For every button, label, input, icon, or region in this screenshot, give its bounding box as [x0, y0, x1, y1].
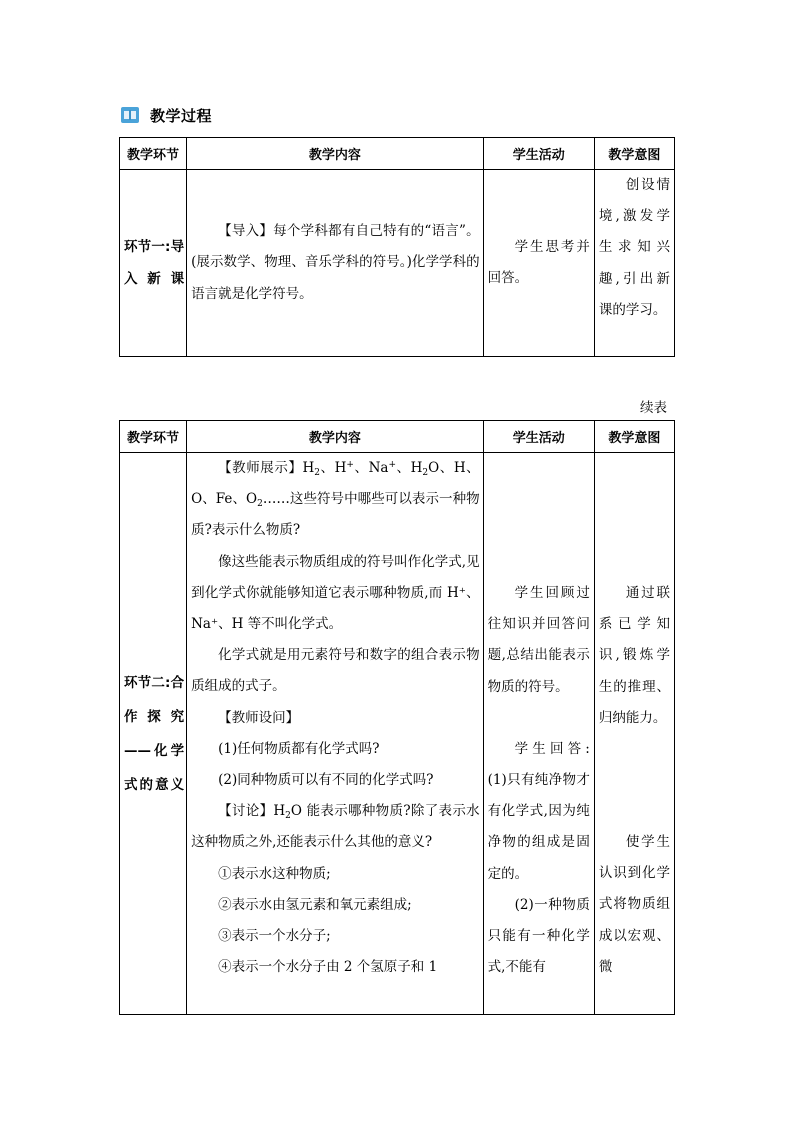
teaching-table-1	[119, 137, 675, 357]
intent-text: 使学生认识到化学式将物质组成以宏观、微	[598, 834, 670, 975]
stage-cell: 环节二:合作探究——化学式的意义	[120, 453, 187, 1015]
header-stage: 教学环节	[120, 421, 187, 453]
activity-text: 学生回顾过往知识并回答问题,总结出能表示物质的符号。	[487, 585, 590, 695]
question-item: (1)任何物质都有化学式吗?	[218, 740, 380, 757]
lead-label: 【教师设问】	[218, 709, 300, 726]
intent-cell: 创设情境,激发学生求知兴趣,引出新课的学习。	[594, 170, 674, 357]
content-cell	[187, 170, 484, 357]
lead-label: 【教师展示】	[218, 460, 303, 476]
header-activity: 学生活动	[483, 421, 594, 453]
stage-cell: 环节一:导入新课	[120, 170, 187, 357]
question-item: (2)同种物质可以有不同的化学式吗?	[218, 772, 434, 789]
teaching-table-2	[119, 420, 675, 1015]
header-intent: 教学意图	[594, 421, 674, 453]
list-item: ②表示水由氢元素和氧元素组成;	[218, 896, 412, 913]
header-stage: 教学环节	[120, 138, 187, 170]
activity-cell: 学生思考并回答。	[483, 170, 594, 357]
activity-cell	[483, 453, 594, 1015]
list-item: ①表示水这种物质;	[218, 865, 331, 882]
paragraph-text: 能表示哪种物质?除了表示水这种物质之外,还能表示什么其他的意义?	[191, 803, 480, 851]
section-title: 教学过程	[150, 106, 213, 125]
header-intent: 教学意图	[594, 138, 674, 170]
paragraph-formulas	[191, 453, 480, 547]
content-text: 每个学科都有自己特有的“语言”。(展示数学、物理、音乐学科的符号。)化学学科的语言就是化学符号。	[191, 223, 480, 302]
paragraph-discussion	[191, 796, 480, 858]
header-content: 教学内容	[187, 421, 484, 453]
paragraph-text: 化学式就是用元素符号和数字的组合表示物质组成的式子。	[191, 647, 480, 695]
list-item: ④表示一个水分子由 2 个氢原子和 1	[218, 959, 438, 976]
table-header-row	[120, 421, 675, 453]
formula-list: $H_2$、H+、Na+、$H_2O$、H、O、Fe、$O_2$	[191, 460, 480, 510]
list-item: ③表示一个水分子;	[218, 928, 331, 945]
table-row	[120, 453, 675, 1015]
header-activity: 学生活动	[483, 138, 594, 170]
book-icon	[120, 105, 140, 125]
content-cell	[187, 453, 484, 1015]
paragraph-text: ……这些符号中哪些可以表示一种物质?表示什么物质?	[191, 491, 480, 539]
paragraph-text: 像这些能表示物质组成的符号叫作化学式,见到化学式你就能够知道它表示哪种物质,而 H⁺、Na⁺、H 等不叫化学式。	[191, 553, 480, 633]
intent-text: 通过联系已学知识,锻炼学生的推理、归纳能力。	[598, 585, 670, 726]
lead-label: 【导入】	[218, 223, 274, 240]
intent-cell	[594, 453, 674, 1015]
activity-text: 学生回答:(1)只有纯净物才有化学式,因为纯净物的组成是固定的。	[487, 740, 590, 882]
continued-label: 续表	[640, 400, 667, 416]
lead-label: 【讨论】	[218, 803, 274, 820]
formula-h2o: $H_2O$	[273, 803, 307, 822]
activity-text: (2)一种物质只能有一种化学式,不能有	[487, 896, 590, 976]
table-row	[120, 170, 675, 357]
section-header	[120, 104, 212, 126]
table-header-row	[120, 138, 675, 170]
header-content: 教学内容	[187, 138, 484, 170]
